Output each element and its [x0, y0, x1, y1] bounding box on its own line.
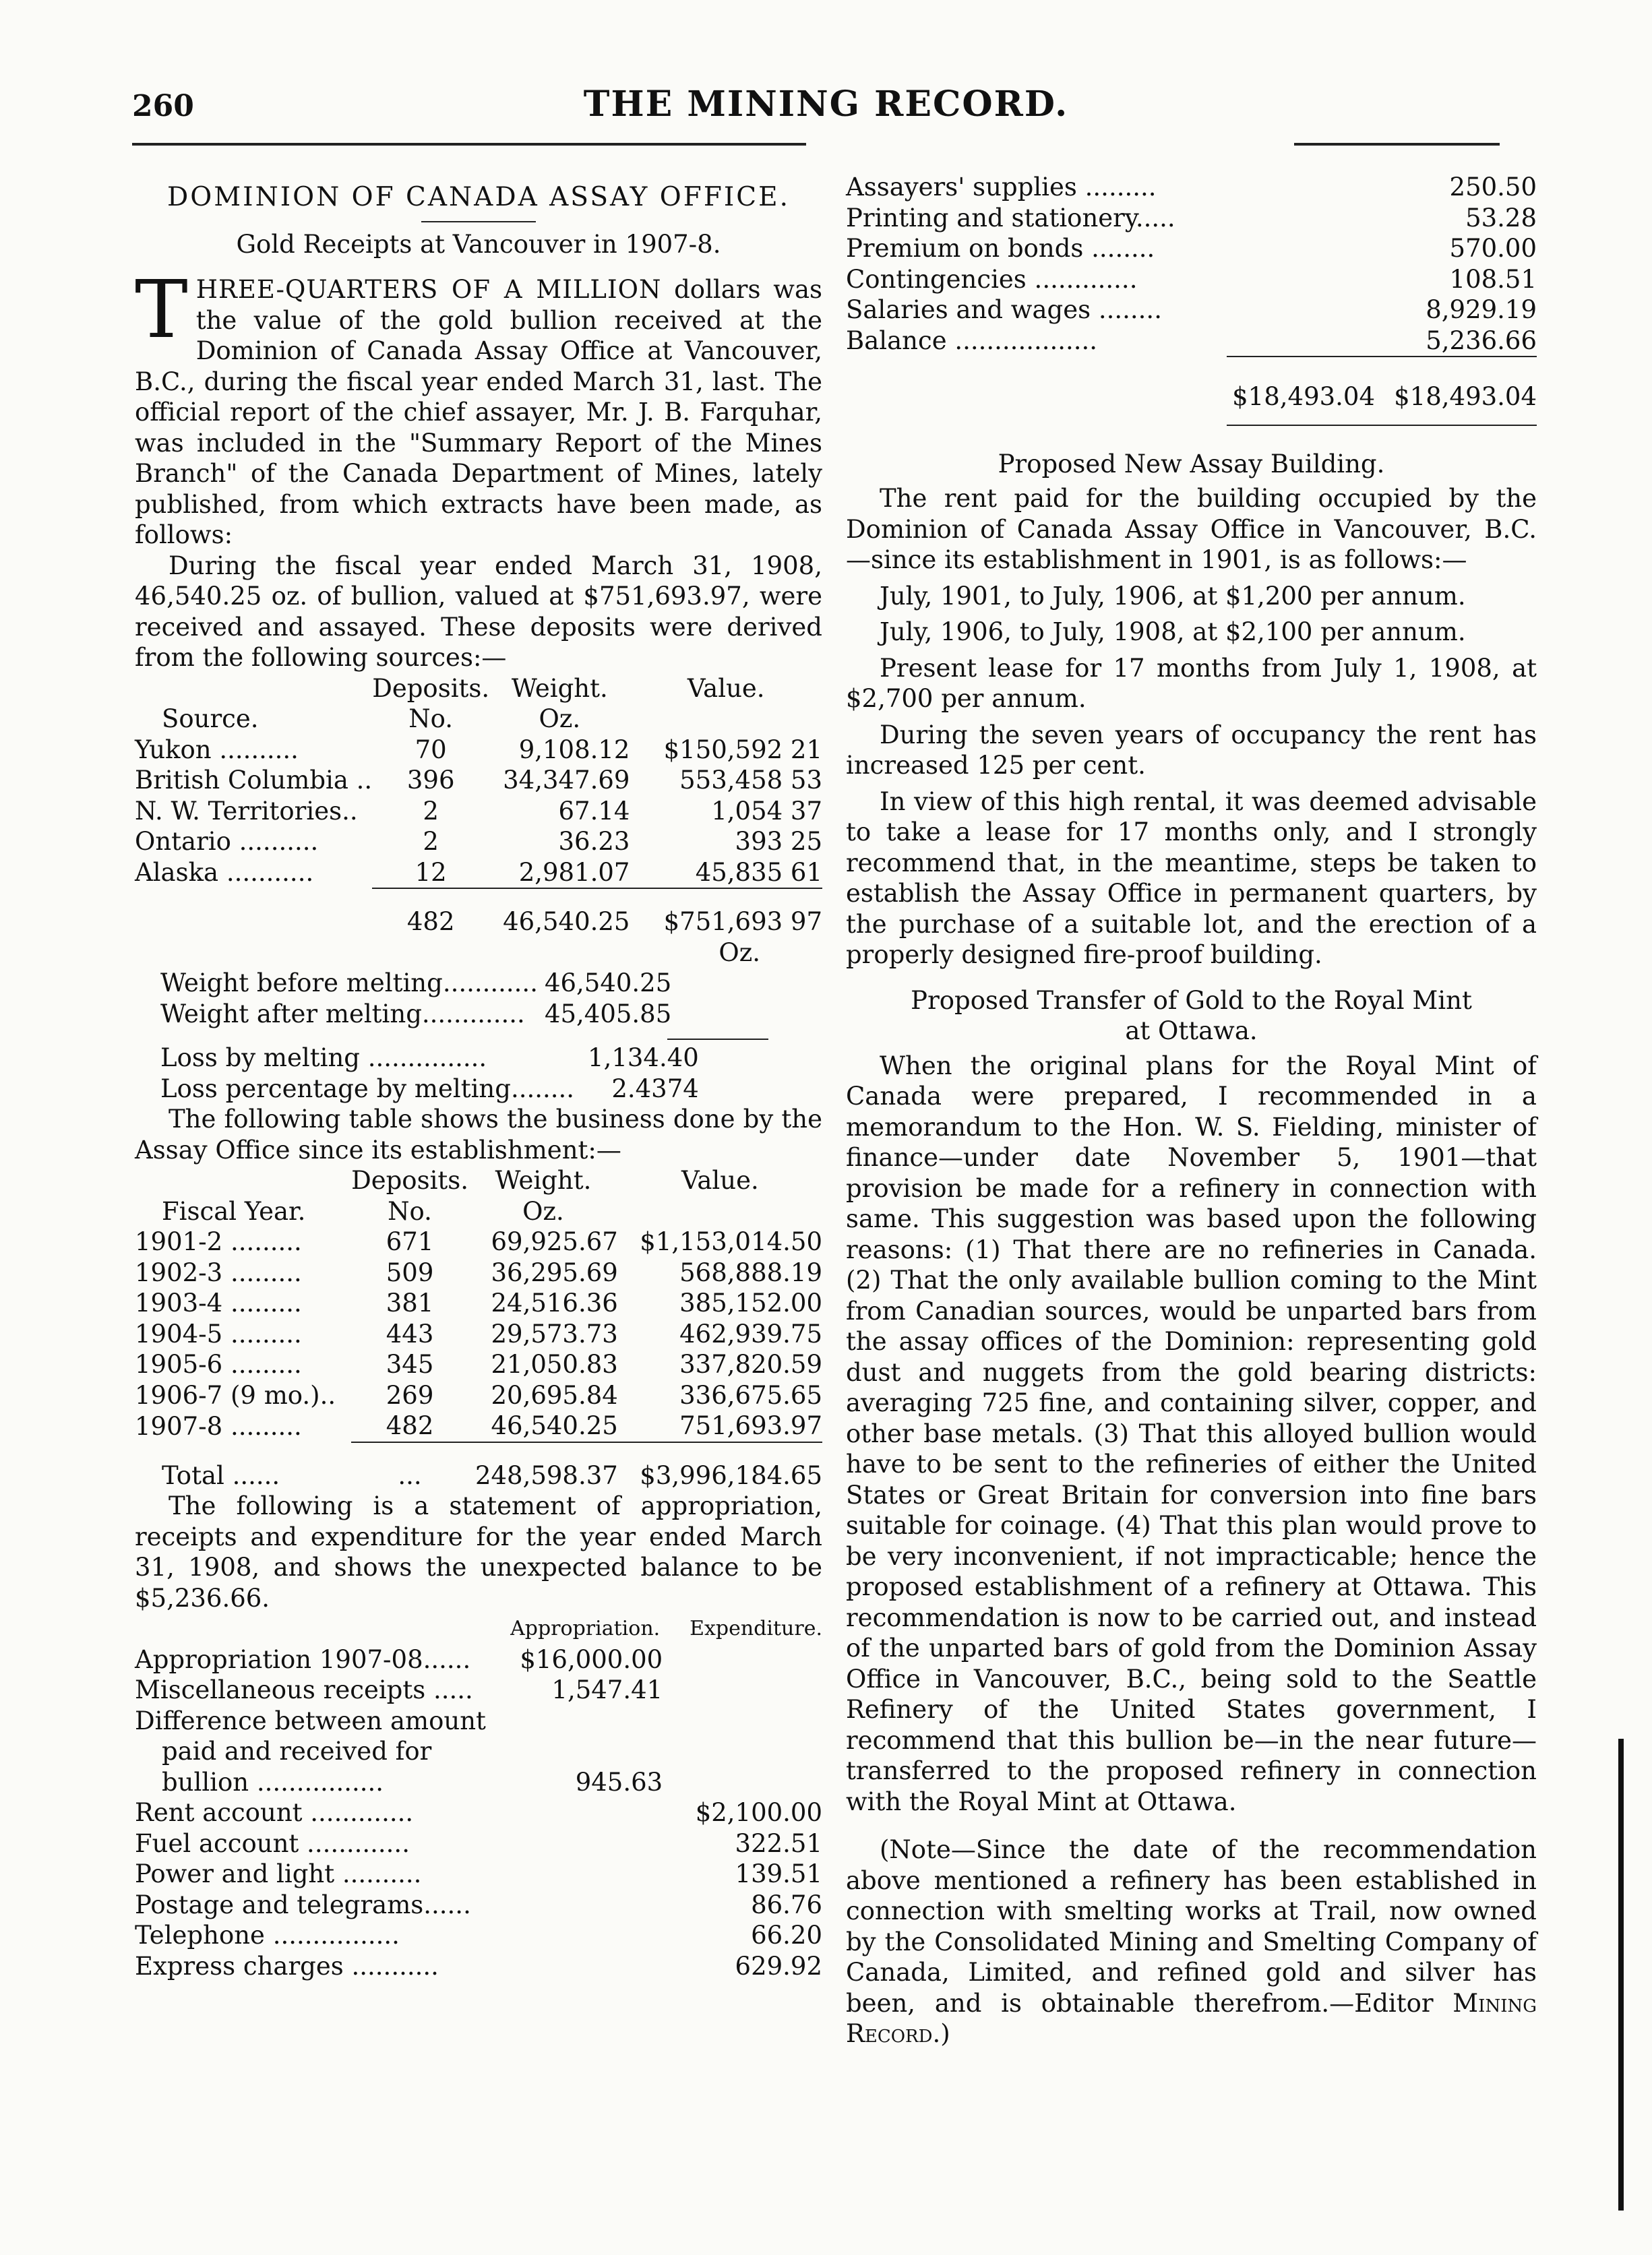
table-row — [160, 968, 671, 999]
ledger-label: Difference between amount — [135, 1706, 486, 1735]
sources-header: Value. — [687, 673, 765, 703]
table-row — [135, 1349, 822, 1380]
table-row — [135, 1890, 822, 1921]
business-header: Weight. — [495, 1166, 592, 1195]
expense-label: Salaries and wages ........ — [846, 295, 1162, 324]
ledger-expenditure — [663, 1767, 822, 1798]
fiscal-year: 1905-6 ......... — [135, 1350, 302, 1379]
value: $1,153,014.50 — [640, 1227, 822, 1256]
total-appropriation: $18,493.04 — [1232, 382, 1375, 411]
weight-oz: 46,540.25 — [491, 1411, 618, 1440]
total-label: Total ...... — [162, 1460, 280, 1490]
table-row — [846, 203, 1537, 234]
source-name: Ontario .......... — [135, 827, 319, 856]
business-header: No. — [388, 1196, 432, 1226]
value: 385,152.00 — [679, 1289, 822, 1318]
deposits-no: 2 — [423, 827, 439, 856]
table-row — [135, 1258, 822, 1289]
ledger-expenditure: 139.51 — [735, 1859, 822, 1888]
intro-paragraph — [135, 263, 822, 551]
value: 393 25 — [735, 827, 822, 856]
paragraph-appropriation: The following is a statement of appropriation, receipts and expenditure for the year ended March 31, 1908, and shows the unexpected balance to be $5,236.66. — [135, 1491, 822, 1613]
value: 462,939.75 — [679, 1319, 822, 1349]
weight-oz: 36,295.69 — [491, 1258, 618, 1287]
value: 45,835 61 — [695, 857, 822, 887]
table-total-row — [135, 1460, 822, 1491]
table-row — [160, 1074, 699, 1105]
ledger-appropriation — [510, 1706, 663, 1737]
melting-rule — [667, 1039, 768, 1040]
value: 337,820.59 — [679, 1350, 822, 1379]
ledger-label: Express charges ........... — [135, 1951, 439, 1981]
ledger-label: Fuel account ............. — [135, 1828, 410, 1858]
deposits-no: 70 — [415, 735, 447, 764]
deposits-no: 671 — [386, 1227, 434, 1256]
fiscal-year: 1903-4 ......... — [135, 1289, 302, 1318]
left-column — [135, 172, 822, 1981]
weight-oz: 29,573.73 — [491, 1319, 618, 1349]
article-subtitle: Gold Receipts at Vancouver in 1907-8. — [236, 229, 721, 259]
ledger-appropriation: 1,547.41 — [551, 1675, 663, 1704]
table-row — [135, 1380, 822, 1411]
table-total-row — [135, 906, 822, 937]
weight-oz: 34,347.69 — [503, 766, 630, 795]
ledger-expenditure: 322.51 — [735, 1828, 822, 1858]
sources-table — [135, 673, 822, 968]
right-column — [846, 172, 1537, 2049]
business-header: Deposits. — [351, 1166, 469, 1195]
ledger-expenditure: 66.20 — [751, 1921, 822, 1950]
table-row — [846, 295, 1537, 326]
header-rule-left — [132, 143, 806, 146]
value: 1,054 37 — [711, 796, 822, 826]
section-heading-transfer: Proposed Transfer of Gold to the Royal Mint — [911, 985, 1472, 1015]
intro-text: dollars was the value of the gold bullion received at the Dominion of Canada Assay Office at Vancouver, B.C., during the fiscal year ended March 31, last. The official report of the chief assayer, Mr. J. B. Farquhar, was included in the "Summary Report of the Mines Branch" of the Canada Department of Mines, lately published, from which extracts have been made, as follows: — [135, 275, 822, 549]
value: 568,888.19 — [679, 1258, 822, 1287]
ledger-label: paid and received for — [162, 1737, 432, 1766]
section-heading-transfer-2: at Ottawa. — [1125, 1016, 1258, 1045]
expenses-table — [846, 172, 1537, 426]
source-name: N. W. Territories.. — [135, 796, 358, 826]
title-rule — [421, 221, 536, 222]
fiscal-year: 1907-8 ......... — [135, 1411, 302, 1441]
ledger-appropriation — [510, 1859, 663, 1890]
ledger-expenditure: $2,100.00 — [695, 1798, 822, 1827]
weight-oz: 69,925.67 — [491, 1227, 618, 1256]
table-row — [160, 999, 671, 1030]
running-title: THE MINING RECORD. — [583, 84, 1069, 125]
table-row — [160, 1043, 699, 1074]
table-row — [135, 857, 822, 889]
paragraph-business: The following table shows the business done by the Assay Office since its establishment:— — [135, 1105, 822, 1165]
table-row — [135, 826, 822, 857]
melting-table — [160, 968, 671, 1029]
table-row — [135, 1859, 822, 1890]
expense-label: Printing and stationery..... — [846, 203, 1175, 233]
expense-value: 53.28 — [1465, 203, 1537, 233]
table-row — [135, 796, 822, 827]
weight-oz: 36.23 — [558, 827, 630, 856]
paragraph: July, 1906, to July, 1908, at $2,100 per annum. — [880, 617, 1466, 646]
deposits-no: 345 — [386, 1350, 434, 1379]
deposits-no: 2 — [423, 796, 439, 826]
table-row — [135, 1797, 822, 1828]
ledger-expenditure — [663, 1706, 822, 1737]
table-row — [135, 1951, 822, 1982]
table-row — [135, 1675, 822, 1706]
table-row — [135, 765, 822, 796]
expense-value: 5,236.66 — [1426, 326, 1537, 355]
value: 553,458 53 — [679, 766, 822, 795]
expense-value: 8,929.19 — [1426, 295, 1537, 324]
deposits-no: 509 — [386, 1258, 434, 1287]
total-value: $751,693 97 — [663, 907, 822, 936]
paragraph-fiscal: During the fiscal year ended March 31, 1908, 46,540.25 oz. of bullion, valued at $751,693.97, were received and assayed. These deposits were derived from the following sources:— — [135, 551, 822, 672]
sources-header: Source. — [162, 704, 259, 733]
total-value: $3,996,184.65 — [640, 1460, 822, 1490]
ledger-label: Rent account ............. — [135, 1798, 414, 1827]
ledger-appropriation — [510, 1951, 663, 1982]
ledger-expenditure — [663, 1736, 822, 1767]
table-row — [135, 1227, 822, 1258]
total-unit: Oz. — [718, 937, 761, 967]
ledger-expenditure: 86.76 — [751, 1890, 822, 1919]
deposits-no: 396 — [406, 766, 455, 795]
ledger-expenditure — [663, 1644, 822, 1675]
business-header: Fiscal Year. — [162, 1196, 306, 1226]
total-expenditure: $18,493.04 — [1394, 382, 1537, 411]
total-weight: 46,540.25 — [503, 907, 630, 936]
total-weight: 248,598.37 — [475, 1460, 618, 1490]
paragraph: July, 1901, to July, 1906, at $1,200 per annum. — [880, 581, 1466, 611]
fiscal-year: 1906-7 (9 mo.).. — [135, 1380, 336, 1410]
sources-header: Oz. — [539, 704, 581, 733]
intro-lead: HREE-QUARTERS OF A MILLION — [195, 275, 662, 304]
sources-header: No. — [408, 704, 454, 733]
business-table — [135, 1165, 822, 1491]
table-row — [135, 1706, 822, 1737]
sources-header: Deposits. — [372, 673, 490, 703]
business-header — [618, 1196, 822, 1227]
loss-label: Loss percentage by melting........ — [160, 1074, 575, 1103]
table-row — [135, 1319, 822, 1350]
table-row — [135, 1411, 822, 1442]
paragraph: The rent paid for the building occupied by the Dominion of Canada Assay Office in Vancouver, B.C. —since its establishment in 1901, is as follows:— — [846, 484, 1537, 574]
fiscal-year: 1902-3 ......... — [135, 1258, 302, 1287]
melting-label: Weight after melting............. — [160, 999, 525, 1028]
weight-oz: 24,516.36 — [491, 1289, 618, 1318]
header-rule-right — [1294, 143, 1500, 146]
ledger-appropriation — [510, 1890, 663, 1921]
loss-label: Loss by melting ............... — [160, 1043, 487, 1072]
table-row — [135, 1288, 822, 1319]
table-row — [846, 326, 1537, 357]
deposits-no: 269 — [386, 1380, 434, 1410]
ledger-expenditure: 629.92 — [735, 1951, 822, 1981]
weight-oz: 2,981.07 — [518, 857, 630, 887]
expense-label: Contingencies ............. — [846, 264, 1138, 294]
editor-note — [846, 1834, 1537, 2049]
appropriation-table — [135, 1613, 822, 1981]
deposits-no: 12 — [415, 857, 447, 887]
paragraph: In view of this high rental, it was deemed advisable to take a lease for 17 months only, and I strongly recommend that, in the meantime, steps be taken to establish the Assay Office in permanent quarters, by the purchase of a suitable lot, and the erection of a properly designed fire-proof building. — [846, 786, 1537, 969]
deposits-no: 443 — [386, 1319, 434, 1349]
article-title: DOMINION OF CANADA ASSAY OFFICE. — [166, 182, 790, 212]
expenditure-header: Expenditure. — [690, 1617, 822, 1640]
melting-label: Weight before melting............ — [160, 968, 538, 997]
total-deposits: 482 — [406, 907, 455, 936]
deposits-no: 381 — [386, 1289, 434, 1318]
ledger-label: Postage and telegrams...... — [135, 1890, 471, 1919]
ledger-appropriation — [510, 1920, 663, 1951]
paragraph: During the seven years of occupancy the rent has increased 125 per cent. — [846, 720, 1537, 780]
page-number: 260 — [132, 89, 194, 123]
table-row — [135, 1828, 822, 1859]
source-name: Yukon .......... — [135, 735, 299, 764]
ledger-label: Power and light .......... — [135, 1859, 422, 1888]
drop-cap: T — [135, 263, 188, 356]
ledger-label: Miscellaneous receipts ..... — [135, 1675, 473, 1704]
ledger-label: Telephone ................ — [135, 1921, 400, 1950]
fiscal-year: 1904-5 ......... — [135, 1319, 302, 1349]
weight-oz: 67.14 — [558, 796, 630, 826]
value: 336,675.65 — [679, 1380, 822, 1410]
ledger-appropriation — [510, 1828, 663, 1859]
total-label — [135, 906, 372, 937]
deposits-no: 482 — [386, 1411, 434, 1440]
paragraph: When the original plans for the Royal Mint of Canada were prepared, I recommended in a memorandum to the Hon. W. S. Fielding, minister of finance—under date November 5, 1901—that provision be made for a refinery in connection with same. This suggestion was based upon the following reasons: (1) That there are no refineries in Canada. (2) That the only available bullion coming to the Mint from Canadian sources, would be unparted bars from the assay offices of the Dominion: representing gold dust and nuggets from the gold bearing districts: averaging 725 fine, and containing silver, copper, and other base metals. (3) That this alloyed bullion would have to be sent to the refineries of either the United States or Great Britain for conversion into fine bars suitable for coinage. (4) That this plan would prove to be very inconvenient, if not impracticable; hence the proposed establishment of a refinery at Ottawa. This recommendation is now to be carried out, and instead of the unparted bars of gold from the Dominion Assay Office in Vancouver, B.C., being sold to the Seattle Refinery of the United States government, I recommend that this bullion be—in the near future—transferred to the proposed refinery in connection with the Royal Mint at Ottawa. — [846, 1051, 1537, 1816]
source-name: Alaska ........... — [135, 858, 314, 887]
table-row — [135, 735, 822, 766]
fiscal-year: 1901-2 ......... — [135, 1227, 302, 1256]
table-row — [135, 1920, 822, 1951]
table-total-row — [846, 381, 1537, 412]
business-header: Oz. — [522, 1196, 564, 1226]
appropriation-header: Appropriation. — [510, 1617, 661, 1640]
sources-header: Weight. — [511, 673, 608, 703]
weight-oz: 9,108.12 — [518, 735, 630, 764]
loss-value: 2.4374 — [611, 1074, 699, 1103]
table-row — [135, 1644, 822, 1675]
ledger-appropriation: $16,000.00 — [520, 1644, 663, 1674]
source-name: British Columbia .. — [135, 766, 373, 795]
sources-header — [630, 704, 822, 735]
weight-oz: 20,695.84 — [491, 1380, 618, 1410]
section-heading-building: Proposed New Assay Building. — [998, 449, 1385, 478]
weight-oz: 21,050.83 — [491, 1350, 618, 1379]
business-header — [135, 1165, 351, 1196]
value: 751,693.97 — [679, 1411, 822, 1440]
business-header: Value. — [681, 1166, 759, 1195]
expense-label: Assayers' supplies ......... — [846, 173, 1157, 202]
melting-value: 45,405.85 — [544, 999, 672, 1028]
melting-value: 46,540.25 — [544, 968, 672, 997]
ledger-label: bullion ................ — [162, 1767, 384, 1797]
margin-bar — [1618, 1739, 1624, 2211]
expense-label: Premium on bonds ........ — [846, 234, 1155, 263]
ledger-expenditure — [663, 1675, 822, 1706]
value: $150,592 21 — [663, 735, 822, 764]
sources-header — [135, 673, 372, 704]
ledger-label: Appropriation 1907-08...... — [135, 1644, 471, 1674]
ledger-appropriation — [510, 1797, 663, 1828]
table-row — [846, 233, 1537, 264]
expense-label: Balance .................. — [846, 326, 1098, 355]
expense-value: 250.50 — [1449, 173, 1537, 202]
loss-value: 1,134.40 — [588, 1043, 699, 1072]
total-deposits: ... — [398, 1460, 422, 1490]
table-row — [846, 264, 1537, 295]
table-row — [135, 1767, 822, 1798]
loss-table — [160, 1043, 699, 1104]
expense-value: 108.51 — [1449, 264, 1537, 294]
note-source: Mining Record.) — [846, 1988, 1537, 2048]
ledger-appropriation — [510, 1736, 663, 1767]
ledger-appropriation: 945.63 — [575, 1767, 663, 1797]
table-row — [846, 172, 1537, 203]
expense-value: 570.00 — [1449, 234, 1537, 263]
table-row — [135, 1736, 822, 1767]
paragraph: Present lease for 17 months from July 1, 1908, at $2,700 per annum. — [846, 653, 1537, 713]
note-text: (Note—Since the date of the recommendation above mentioned a refinery has been established in connection with smelting works at Trail, now owned by the Consolidated Mining and Smelting Company of Canada, Limited, and refined gold and silver has been, and is obtainable therefrom.—Editor — [846, 1835, 1537, 2018]
